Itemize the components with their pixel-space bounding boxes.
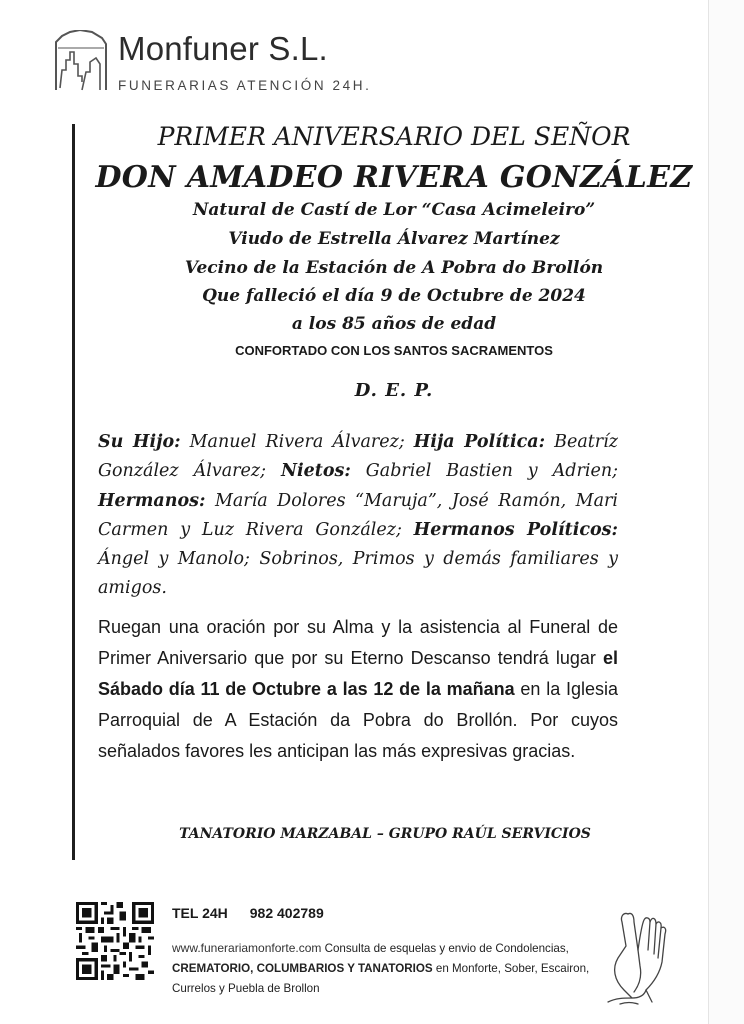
tel-label: TEL 24H bbox=[172, 905, 228, 921]
residence-line: Vecino de la Estación de A Pobra do Brollón bbox=[184, 258, 604, 278]
widower-line: Viudo de Estrella Álvarez Martínez bbox=[228, 229, 560, 249]
son-label: Su Hijo: bbox=[98, 432, 181, 452]
request-text-end: en la Iglesia Parroquial de A Estación da Pobra do Brollón. Por cuyos señalados favores les anticipan las más expresivas gracias. bbox=[98, 679, 618, 761]
age-line: a los 85 años de edad bbox=[291, 314, 497, 334]
footer-desc-2: en Monforte, Sober, Escairon, Currelos y Puebla de Brollon bbox=[172, 962, 590, 995]
request-text-start: Ruegan una oración por su Alma y la asistencia al Funeral de Primer Aniversario que por su Eterno Descanso tendrá lugar bbox=[98, 617, 618, 668]
siblings-text: María Dolores “Maruja”, José Ramón, Mari Carmen y Luz Rivera González; bbox=[98, 490, 618, 540]
grandchildren-label: Nietos: bbox=[280, 461, 351, 482]
brand-name: Monfuner S.L. bbox=[118, 30, 328, 67]
dep-line: D. E. P. bbox=[354, 380, 434, 401]
footer-info bbox=[172, 938, 602, 999]
tanatorio-line: TANATORIO MARZABAL – GRUPO RAÚL SERVICIOS bbox=[179, 826, 591, 842]
deceased-name: DON AMADEO RIVERA GONZÁLEZ bbox=[95, 160, 693, 195]
notice-title: PRIMER ANIVERSARIO DEL SEÑOR bbox=[157, 122, 631, 151]
son-text: Manuel Rivera Álvarez; bbox=[180, 432, 414, 452]
castle-logo-icon bbox=[52, 30, 110, 92]
origin-line: Natural de Castí de Lor “Casa Acimeleiro” bbox=[192, 200, 596, 220]
qr-code-icon bbox=[76, 902, 154, 980]
website-link[interactable]: www.funerariamonforte.com bbox=[172, 941, 322, 955]
sacraments-line: CONFORTADO CON LOS SANTOS SACRAMENTOS bbox=[235, 343, 553, 358]
daughter-in-law-label: Hija Política: bbox=[413, 432, 546, 452]
siblings-label: Hermanos: bbox=[98, 490, 206, 511]
praying-hands-icon bbox=[598, 906, 690, 1006]
tel-number[interactable]: 982 402789 bbox=[249, 905, 324, 921]
death-date-line: Que falleció el día 9 de Octubre de 2024 bbox=[202, 286, 586, 306]
brand-tagline: FUNERARIAS ATENCIÓN 24H. bbox=[118, 78, 372, 93]
services-text: CREMATORIO, COLUMBARIOS Y TANATORIOS bbox=[172, 962, 433, 975]
funeral-request-paragraph bbox=[98, 612, 618, 767]
daughter-in-law-text: Beatríz González Álvarez; bbox=[98, 432, 618, 482]
funeral-datetime: el Sábado día 11 de Octubre a las 12 de la mañana bbox=[98, 648, 618, 699]
grandchildren-text: Gabriel Bastien y Adrien; bbox=[350, 461, 618, 482]
left-rule bbox=[72, 124, 75, 860]
family-paragraph bbox=[98, 428, 618, 604]
phone-line bbox=[172, 905, 324, 921]
footer-desc-1: Consulta de esquelas y envio de Condolencias, bbox=[321, 942, 569, 955]
siblings-in-law-label: Hermanos Políticos: bbox=[413, 519, 618, 540]
siblings-in-law-text: Ángel y Manolo; Sobrinos, Primos y demás familiares y amigos. bbox=[98, 549, 618, 599]
